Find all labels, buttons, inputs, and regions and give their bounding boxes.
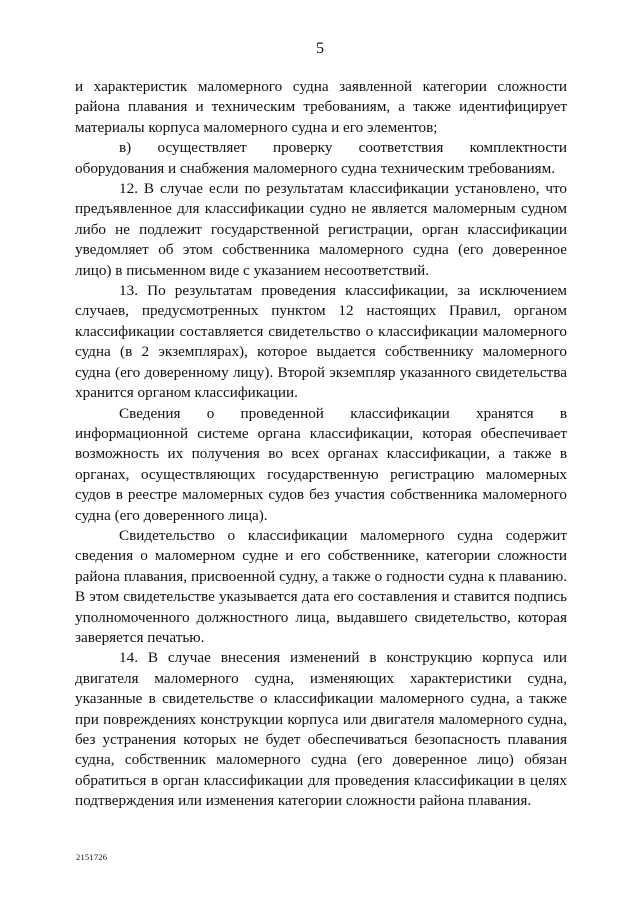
document-id: 2151726 <box>76 852 108 862</box>
paragraph-continuation: и характеристик маломерного судна заявленной категории сложности района плавания и техническим требованиям, а также идентифицирует материалы корпуса маломерного судна и его элементов; <box>75 78 567 136</box>
paragraph-item-14: 14. В случае внесения изменений в конструкцию корпуса или двигателя маломерного судна, изменяющих характеристики судна, указанные в свидетельстве о классификации маломерного судна, а также при повреждениях конструкции корпуса или двигателя маломерного судна, без устранения которых не будет обеспечиваться безопасность плавания судна, собственник маломерного судна (его доверенное лицо) обязан обратиться в орган классификации для проведения классификации в целях подтверждения или изменения категории сложности района плавания. <box>75 649 567 810</box>
paragraph-item-13: 13. По результатам проведения классификации, за исключением случаев, предусмотренных пунктом 12 настоящих Правил, органом классификации составляется свидетельство о классификации маломерного судна (в 2 экземплярах), которое выдается собственнику маломерного судна (его доверенному лицу). Второй экземпляр указанного свидетельства хранится органом классификации. <box>75 282 567 402</box>
document-body <box>75 77 567 812</box>
paragraph-certificate-content: Свидетельство о классификации маломерного судна содержит сведения о маломерном судне и его собственнике, категории сложности района плавания, присвоенной судну, а также о годности судна к плаванию. В этом свидетельстве указывается дата его составления и ставится подпись уполномоченного должностного лица, выдавшего свидетельство, которая заверяется печатью. <box>75 526 567 646</box>
paragraph-subitem-v: в) осуществляет проверку соответствия комплектности оборудования и снабжения маломерного судна техническим требованиям. <box>75 139 567 177</box>
page-number: 5 <box>316 40 324 57</box>
paragraph-item-12: 12. В случае если по результатам классификации установлено, что предъявленное для классификации судно не является маломерным судном либо не подлежит государственной регистрации, орган классификации уведомляет об этом собственника маломерного судна (его доверенное лицо) в письменном виде с указанием несоответствий. <box>75 180 567 279</box>
paragraph-info-storage: Сведения о проведенной классификации хранятся в информационной системе органа классификации, которая обеспечивает возможность их получения во всех органах классификации, а также в органах, осуществляющих государственную регистрацию маломерных судов в реестре маломерных судов без участия собственника маломерного судна (его доверенного лица). <box>75 404 567 524</box>
